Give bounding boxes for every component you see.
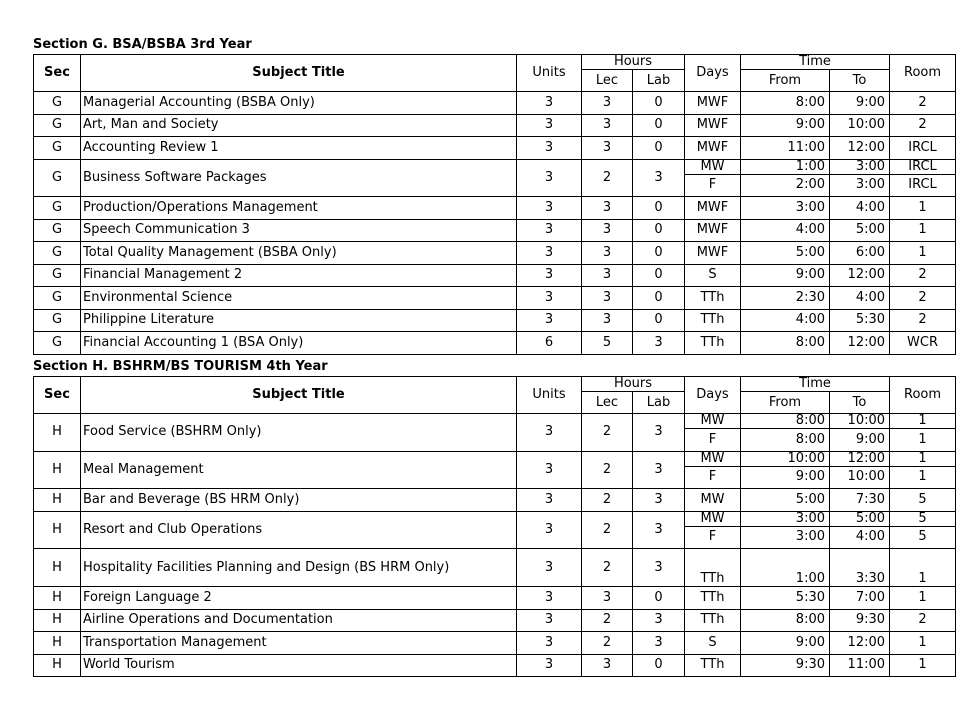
schedule-days: S: [685, 632, 741, 655]
course-lab-hours: 0: [633, 219, 685, 242]
table-row: [34, 654, 956, 677]
header-hours: Hours: [582, 55, 685, 70]
course-lec-hours: 2: [582, 489, 633, 512]
course-title: Meal Management: [81, 451, 517, 489]
course-title: Financial Accounting 1 (BSA Only): [81, 332, 517, 355]
course-lab-hours: 3: [633, 332, 685, 355]
schedule-room: WCR: [890, 332, 956, 355]
schedule-room: 5: [890, 489, 956, 512]
schedule-room: 1: [890, 466, 956, 489]
header-row: [34, 55, 956, 70]
course-units: 3: [517, 451, 582, 489]
schedule-room: 1: [890, 654, 956, 677]
schedule-to: 5:30: [830, 309, 890, 332]
course-section: H: [34, 609, 81, 632]
course-lec-hours: 5: [582, 332, 633, 355]
course-units: 3: [517, 632, 582, 655]
schedule-to: 12:00: [830, 137, 890, 160]
header-lec: Lec: [582, 70, 633, 92]
course-section: H: [34, 587, 81, 610]
table-row: [34, 159, 956, 174]
schedule-room: 1: [890, 197, 956, 220]
schedule-from: 9:00: [741, 264, 830, 287]
header-row: [34, 377, 956, 392]
course-title: Accounting Review 1: [81, 137, 517, 160]
course-lec-hours: 3: [582, 137, 633, 160]
section-h-title: Section H. BSHRM/BS TOURISM 4th Year: [33, 359, 328, 374]
course-lec-hours: 3: [582, 309, 633, 332]
header-from: From: [741, 392, 830, 414]
header-units: Units: [517, 55, 582, 92]
schedule-days: MWF: [685, 219, 741, 242]
course-title: Managerial Accounting (BSBA Only): [81, 92, 517, 115]
header-lab: Lab: [633, 70, 685, 92]
header-to: To: [830, 70, 890, 92]
schedule-days: MWF: [685, 114, 741, 137]
course-lab-hours: 3: [633, 549, 685, 587]
course-section: H: [34, 549, 81, 587]
course-section: H: [34, 632, 81, 655]
course-title: Production/Operations Management: [81, 197, 517, 220]
course-units: 3: [517, 287, 582, 310]
course-title: Resort and Club Operations: [81, 511, 517, 549]
table-row: [34, 549, 956, 587]
schedule-to: 10:00: [830, 414, 890, 429]
course-lab-hours: 3: [633, 414, 685, 452]
course-units: 3: [517, 197, 582, 220]
course-section: H: [34, 511, 81, 549]
course-units: 3: [517, 137, 582, 160]
course-section: G: [34, 92, 81, 115]
header-time: Time: [741, 377, 890, 392]
course-lec-hours: 3: [582, 287, 633, 310]
course-lab-hours: 0: [633, 114, 685, 137]
course-lec-hours: 3: [582, 587, 633, 610]
course-section: H: [34, 414, 81, 452]
schedule-to: 5:00: [830, 219, 890, 242]
course-section: G: [34, 242, 81, 265]
schedule-to: 11:00: [830, 654, 890, 677]
schedule-room: 5: [890, 526, 956, 549]
header-to: To: [830, 392, 890, 414]
schedule-room: 2: [890, 287, 956, 310]
course-lab-hours: 3: [633, 511, 685, 549]
course-title: Airline Operations and Documentation: [81, 609, 517, 632]
schedule-to: 3:00: [830, 159, 890, 174]
schedule-from: 9:00: [741, 114, 830, 137]
schedule-to: 7:00: [830, 587, 890, 610]
table-row: [34, 92, 956, 115]
schedule-to: 12:00: [830, 451, 890, 466]
schedule-from: 8:00: [741, 92, 830, 115]
schedule-to: 4:00: [830, 526, 890, 549]
schedule-room: IRCL: [890, 137, 956, 160]
course-units: 3: [517, 92, 582, 115]
course-lec-hours: 3: [582, 219, 633, 242]
schedule-from: 2:30: [741, 287, 830, 310]
schedule-days: F: [685, 429, 741, 452]
course-lab-hours: 0: [633, 309, 685, 332]
schedule-to: 7:30: [830, 489, 890, 512]
course-lab-hours: 0: [633, 287, 685, 310]
schedule-days: MW: [685, 511, 741, 526]
table-row: [34, 287, 956, 310]
course-lab-hours: 0: [633, 587, 685, 610]
schedule-from: 4:00: [741, 309, 830, 332]
schedule-room: IRCL: [890, 159, 956, 174]
schedule-days: TTh: [685, 609, 741, 632]
schedule-days: MW: [685, 159, 741, 174]
course-section: G: [34, 137, 81, 160]
schedule-to: 3:30: [830, 549, 890, 587]
course-section: G: [34, 114, 81, 137]
schedule-room: 2: [890, 114, 956, 137]
course-section: H: [34, 654, 81, 677]
schedule-days: TTh: [685, 309, 741, 332]
course-lec-hours: 3: [582, 654, 633, 677]
course-lab-hours: 3: [633, 489, 685, 512]
header-days: Days: [685, 377, 741, 414]
course-lab-hours: 0: [633, 654, 685, 677]
schedule-room: IRCL: [890, 174, 956, 197]
schedule-days: MWF: [685, 92, 741, 115]
schedule-days: MWF: [685, 137, 741, 160]
schedule-from: 9:00: [741, 466, 830, 489]
header-units: Units: [517, 377, 582, 414]
course-units: 3: [517, 511, 582, 549]
schedule-room: 1: [890, 632, 956, 655]
course-title: Foreign Language 2: [81, 587, 517, 610]
header-lab: Lab: [633, 392, 685, 414]
schedule-days: MWF: [685, 242, 741, 265]
course-title: Bar and Beverage (BS HRM Only): [81, 489, 517, 512]
course-units: 3: [517, 219, 582, 242]
table-row: [34, 197, 956, 220]
course-units: 3: [517, 159, 582, 197]
course-units: 3: [517, 114, 582, 137]
schedule-from: 8:00: [741, 429, 830, 452]
course-lec-hours: 2: [582, 609, 633, 632]
course-lec-hours: 2: [582, 511, 633, 549]
course-section: G: [34, 332, 81, 355]
header-hours: Hours: [582, 377, 685, 392]
header-time: Time: [741, 55, 890, 70]
schedule-from: 5:00: [741, 489, 830, 512]
schedule-to: 9:00: [830, 92, 890, 115]
course-units: 3: [517, 609, 582, 632]
table-row: [34, 414, 956, 429]
schedule-days: F: [685, 526, 741, 549]
schedule-room: 5: [890, 511, 956, 526]
schedule-to: 4:00: [830, 287, 890, 310]
course-section: G: [34, 197, 81, 220]
schedule-from: 3:00: [741, 511, 830, 526]
schedule-days: TTh: [685, 549, 741, 587]
schedule-days: MW: [685, 489, 741, 512]
header-room: Room: [890, 377, 956, 414]
schedule-to: 4:00: [830, 197, 890, 220]
schedule-to: 9:30: [830, 609, 890, 632]
header-sec: Sec: [34, 55, 81, 92]
course-lab-hours: 3: [633, 609, 685, 632]
course-section: G: [34, 219, 81, 242]
schedule-room: 2: [890, 609, 956, 632]
schedule-room: 1: [890, 429, 956, 452]
course-title: Financial Management 2: [81, 264, 517, 287]
course-title: Food Service (BSHRM Only): [81, 414, 517, 452]
header-sec: Sec: [34, 377, 81, 414]
schedule-room: 1: [890, 587, 956, 610]
schedule-from: 4:00: [741, 219, 830, 242]
header-lec: Lec: [582, 392, 633, 414]
schedule-days: TTh: [685, 332, 741, 355]
schedule-room: 1: [890, 242, 956, 265]
schedule-from: 3:00: [741, 197, 830, 220]
course-units: 3: [517, 264, 582, 287]
schedule-from: 5:00: [741, 242, 830, 265]
course-section: G: [34, 159, 81, 197]
schedule-from: 9:30: [741, 654, 830, 677]
course-section: G: [34, 309, 81, 332]
course-lab-hours: 3: [633, 451, 685, 489]
schedule-to: 10:00: [830, 114, 890, 137]
schedule-to: 3:00: [830, 174, 890, 197]
schedule-from: 8:00: [741, 414, 830, 429]
table-row: [34, 587, 956, 610]
course-units: 3: [517, 309, 582, 332]
course-units: 3: [517, 414, 582, 452]
schedule-from: 5:30: [741, 587, 830, 610]
schedule-to: 5:00: [830, 511, 890, 526]
course-units: 3: [517, 549, 582, 587]
table-row: [34, 309, 956, 332]
course-title: Hospitality Facilities Planning and Design (BS HRM Only): [81, 549, 517, 587]
table-row: [34, 451, 956, 466]
course-lab-hours: 3: [633, 159, 685, 197]
table-row: [34, 489, 956, 512]
schedule-from: 11:00: [741, 137, 830, 160]
table-row: [34, 114, 956, 137]
schedule-days: TTh: [685, 287, 741, 310]
schedule-to: 10:00: [830, 466, 890, 489]
course-lec-hours: 2: [582, 159, 633, 197]
schedule-days: S: [685, 264, 741, 287]
course-lec-hours: 3: [582, 92, 633, 115]
schedule-from: 1:00: [741, 159, 830, 174]
header-room: Room: [890, 55, 956, 92]
schedule-room: 1: [890, 219, 956, 242]
schedule-to: 12:00: [830, 332, 890, 355]
course-lab-hours: 0: [633, 264, 685, 287]
table-row: [34, 511, 956, 526]
course-title: Business Software Packages: [81, 159, 517, 197]
schedule-days: TTh: [685, 654, 741, 677]
schedule-from: 3:00: [741, 526, 830, 549]
header-days: Days: [685, 55, 741, 92]
schedule-from: 8:00: [741, 609, 830, 632]
schedule-to: 12:00: [830, 264, 890, 287]
course-lab-hours: 0: [633, 92, 685, 115]
header-subject-title: Subject Title: [81, 55, 517, 92]
course-section: H: [34, 451, 81, 489]
table-row: [34, 264, 956, 287]
course-lab-hours: 0: [633, 197, 685, 220]
schedule-to: 6:00: [830, 242, 890, 265]
schedule-room: 1: [890, 414, 956, 429]
course-title: Speech Communication 3: [81, 219, 517, 242]
course-section: G: [34, 287, 81, 310]
section-g-schedule-table: [33, 54, 956, 355]
schedule-to: 12:00: [830, 632, 890, 655]
schedule-days: MW: [685, 451, 741, 466]
course-title: Art, Man and Society: [81, 114, 517, 137]
schedule-days: F: [685, 466, 741, 489]
schedule-days: MW: [685, 414, 741, 429]
table-row: [34, 137, 956, 160]
table-row: [34, 242, 956, 265]
course-lab-hours: 0: [633, 137, 685, 160]
schedule-room: 2: [890, 92, 956, 115]
course-lec-hours: 3: [582, 242, 633, 265]
course-units: 6: [517, 332, 582, 355]
schedule-room: 1: [890, 549, 956, 587]
course-section: G: [34, 264, 81, 287]
course-title: Environmental Science: [81, 287, 517, 310]
course-units: 3: [517, 489, 582, 512]
section-h-schedule-table: [33, 376, 956, 677]
course-units: 3: [517, 587, 582, 610]
course-title: Transportation Management: [81, 632, 517, 655]
course-title: Philippine Literature: [81, 309, 517, 332]
schedule-days: F: [685, 174, 741, 197]
schedule-days: TTh: [685, 587, 741, 610]
schedule-room: 1: [890, 451, 956, 466]
course-lec-hours: 2: [582, 632, 633, 655]
course-lec-hours: 2: [582, 549, 633, 587]
course-lec-hours: 3: [582, 114, 633, 137]
schedule-room: 2: [890, 264, 956, 287]
course-lec-hours: 2: [582, 451, 633, 489]
section-g-title: Section G. BSA/BSBA 3rd Year: [33, 37, 252, 52]
schedule-room: 2: [890, 309, 956, 332]
course-lab-hours: 0: [633, 242, 685, 265]
table-row: [34, 332, 956, 355]
schedule-from: 1:00: [741, 549, 830, 587]
schedule-days: MWF: [685, 197, 741, 220]
course-units: 3: [517, 654, 582, 677]
course-units: 3: [517, 242, 582, 265]
table-row: [34, 219, 956, 242]
course-lec-hours: 3: [582, 264, 633, 287]
schedule-from: 2:00: [741, 174, 830, 197]
header-from: From: [741, 70, 830, 92]
schedule-from: 9:00: [741, 632, 830, 655]
course-title: Total Quality Management (BSBA Only): [81, 242, 517, 265]
course-lec-hours: 2: [582, 414, 633, 452]
table-row: [34, 632, 956, 655]
schedule-from: 10:00: [741, 451, 830, 466]
table-row: [34, 609, 956, 632]
schedule-from: 8:00: [741, 332, 830, 355]
schedule-to: 9:00: [830, 429, 890, 452]
course-lab-hours: 3: [633, 632, 685, 655]
header-subject-title: Subject Title: [81, 377, 517, 414]
course-lec-hours: 3: [582, 197, 633, 220]
course-title: World Tourism: [81, 654, 517, 677]
course-section: H: [34, 489, 81, 512]
